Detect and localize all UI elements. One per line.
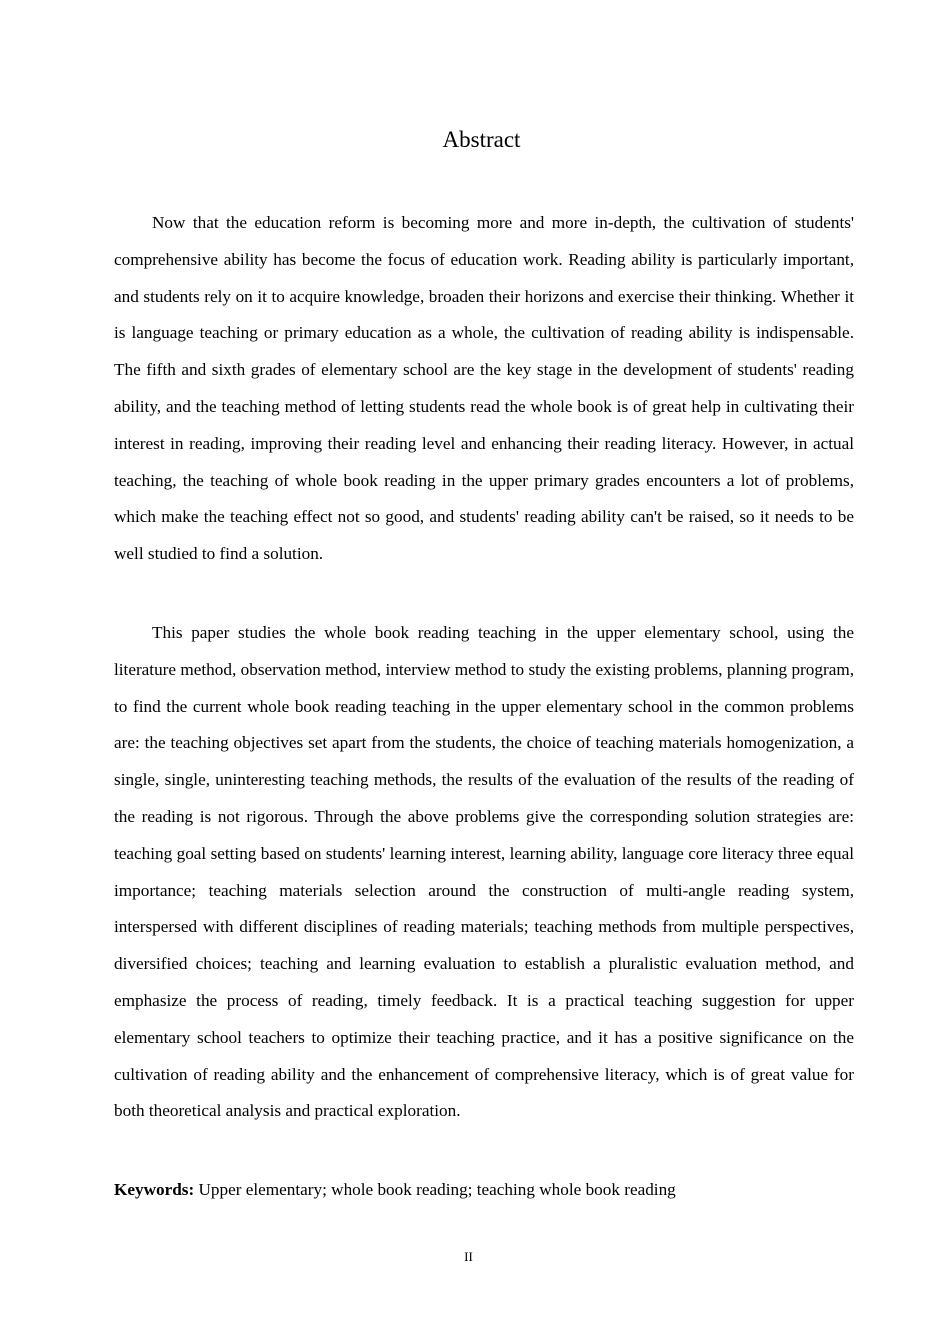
keywords-line [114, 1172, 854, 1208]
page-number: II [464, 1249, 473, 1264]
page-title: Abstract [442, 127, 521, 152]
keywords-label: Keywords: [114, 1180, 195, 1199]
abstract-paragraph-2: This paper studies the whole book reading teaching in the upper elementary school, using the literature method, observation method, interview method to study the existing problems, planning program, to find the current whole book reading teaching in the upper elementary school in the common problems are: the teaching objectives set apart from the students, the choice of teaching materials homogenization, a single, single, uninteresting teaching methods, the results of the evaluation of the results of the reading of the reading is not rigorous. Through the above problems give the corresponding solution strategies are: teaching goal setting based on students' learning interest, learning ability, language core literacy three equal importance; teaching materials selection around the construction of multi-angle reading system, interspersed with different disciplines of reading materials; teaching methods from multiple perspectives, diversified choices; teaching and learning evaluation to establish a pluralistic evaluation method, and emphasize the process of reading, timely feedback. It is a practical teaching suggestion for upper elementary school teachers to optimize their teaching practice, and it has a positive significance on the cultivation of reading ability and the enhancement of comprehensive literacy, which is of great value for both theoretical analysis and practical exploration. [114, 623, 854, 1121]
keywords-text: Upper elementary; whole book reading; teaching whole book reading [194, 1180, 676, 1199]
abstract-paragraph-1: Now that the education reform is becoming more and more in-depth, the cultivation of students' comprehensive ability has become the focus of education work. Reading ability is particularly important, and students rely on it to acquire knowledge, broaden their horizons and exercise their thinking. Whether it is language teaching or primary education as a whole, the cultivation of reading ability is indispensable. The fifth and sixth grades of elementary school are the key stage in the development of students' reading ability, and the teaching method of letting students read the whole book is of great help in cultivating their interest in reading, improving their reading level and enhancing their reading literacy. However, in actual teaching, the teaching of whole book reading in the upper primary grades encounters a lot of problems, which make the teaching effect not so good, and students' reading ability can't be raised, so it needs to be well studied to find a solution. [114, 213, 854, 564]
